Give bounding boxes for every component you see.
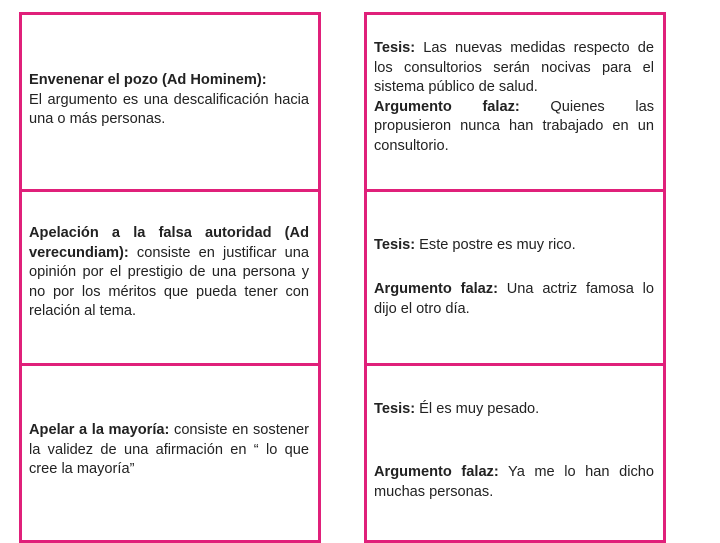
example-card-1	[364, 12, 666, 192]
thesis-text: Este postre es muy rico.	[419, 237, 576, 253]
thesis-text: Él es muy pesado.	[419, 401, 540, 417]
definition-title: Apelación a la falsa autoridad (Ad verecundiam):	[29, 225, 309, 261]
definition-body: consiste en sostener la validez de una afirmación en “ lo que cree la mayoría”	[29, 422, 309, 477]
thesis-label: Tesis:	[374, 237, 416, 253]
thesis-label: Tesis:	[374, 40, 416, 56]
thesis-line	[374, 400, 654, 420]
thesis-line	[374, 236, 654, 256]
definition-body: El argumento es una descalificación hacia una o más personas.	[29, 91, 309, 127]
argument-line	[374, 280, 654, 319]
definition-card-mayoria	[19, 363, 321, 543]
thesis-label: Tesis:	[374, 401, 416, 417]
argument-label: Argumento falaz:	[374, 281, 498, 297]
definition-card-ad-verecundiam	[19, 189, 321, 366]
definition-text	[29, 224, 309, 322]
fallacy-examples-column	[364, 12, 666, 543]
definition-title: Apelar a la mayoría:	[29, 422, 170, 438]
example-card-2	[364, 189, 666, 366]
argument-label: Argumento falaz:	[374, 464, 499, 480]
thesis-text: Las nuevas medidas respecto de los consultorios serán nocivas para el sistema público de salud.	[374, 40, 654, 95]
argument-line	[374, 463, 654, 502]
argument-text: Ya me lo han dicho muchas personas.	[374, 464, 655, 500]
fallacy-definitions-column	[19, 12, 321, 543]
argument-text: Quienes las propusieron nunca han trabajado en un consultorio.	[374, 98, 654, 154]
argument-label: Argumento falaz:	[374, 98, 520, 115]
argument-text: Una actriz famosa lo dijo el otro día.	[374, 281, 654, 317]
example-text	[374, 39, 654, 156]
definition-card-ad-hominem	[19, 12, 321, 192]
example-card-3	[364, 363, 666, 543]
definition-body: consiste en justificar una opinión por el prestigio de una persona y no por los méritos que pueda tener con relación al tema.	[29, 244, 309, 319]
definition-title: Envenenar el pozo (Ad Hominem):	[29, 72, 267, 88]
definition-text	[29, 421, 309, 480]
definition-text	[29, 71, 309, 130]
